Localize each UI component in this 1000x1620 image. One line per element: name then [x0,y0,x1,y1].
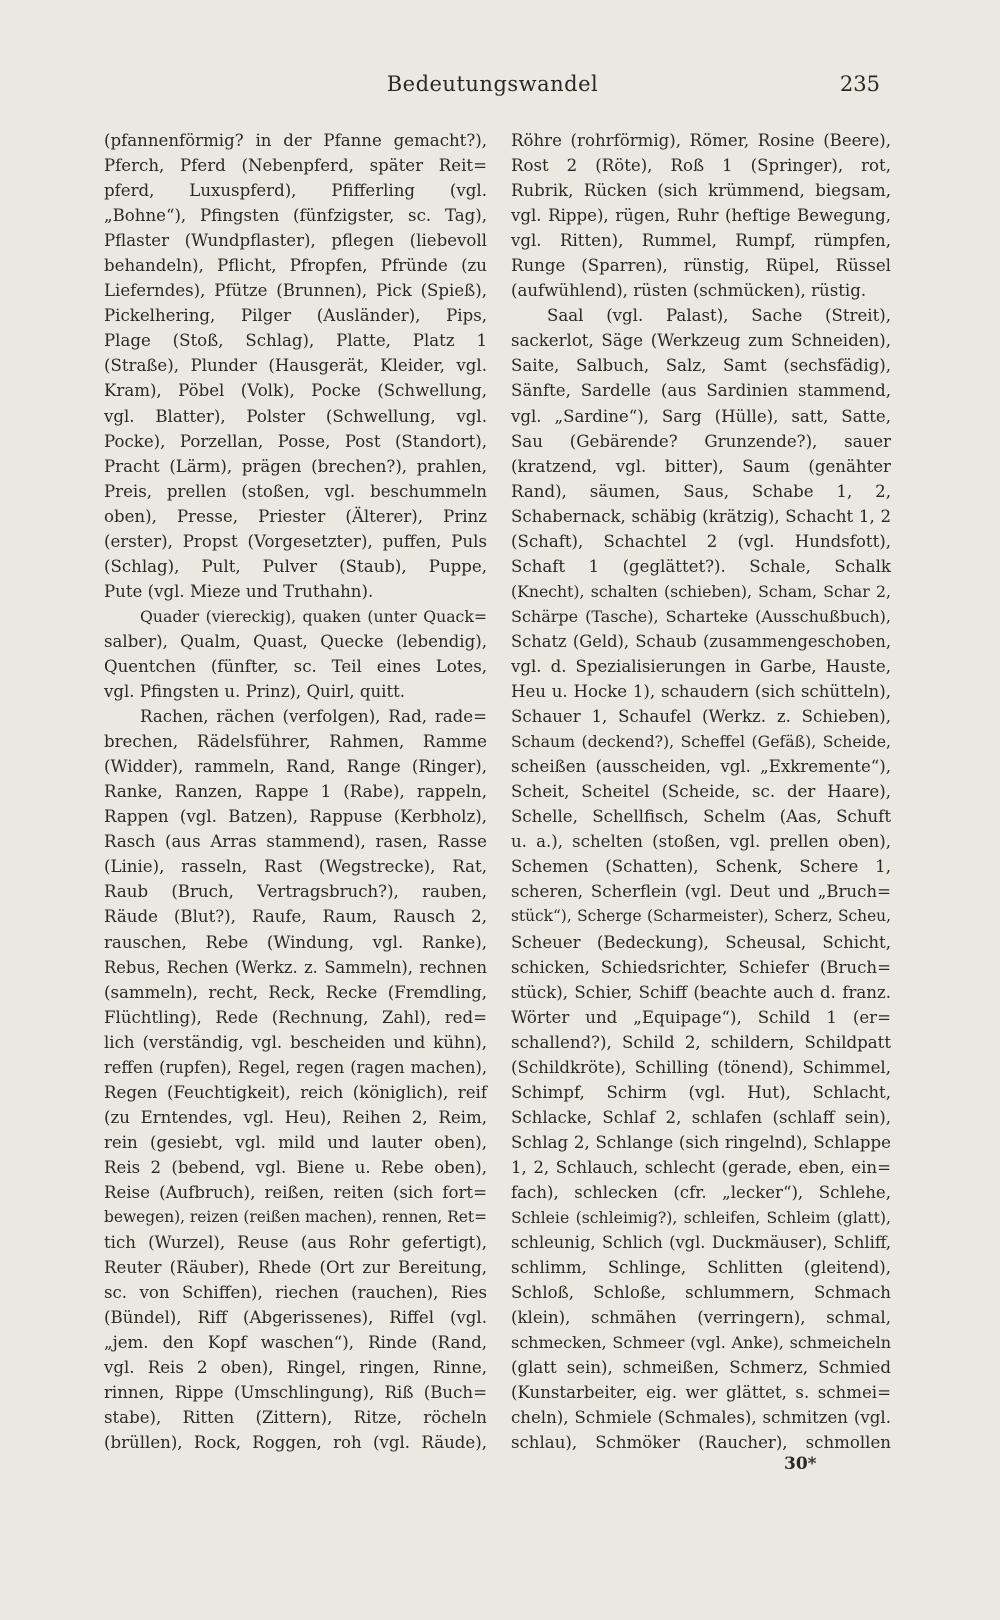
text-line: Reis 2 (bebend, vgl. Biene u. Rebe oben), [104,1157,487,1177]
left-column [104,128,487,1455]
text-line: stück), Schier, Schiff (beachte auch d. franz. [511,982,891,1002]
text-line: Ranke, Ranzen, Rappe 1 (Rabe), rappeln, [104,782,487,802]
text-line: Pracht (Lärm), prägen (brechen?), prahlen, [104,456,487,476]
text-line: Sau (Gebärende? Grunzende?), sauer [511,431,891,451]
text-line: (sammeln), recht, Reck, Recke (Fremdling, [104,982,487,1002]
text-line: Räude (Blut?), Raufe, Raum, Rausch 2, [104,907,487,927]
text-line: vgl. Rippe), rügen, Ruhr (heftige Bewegung, [511,206,891,226]
text-line: (Schlag), Pult, Pulver (Staub), Puppe, [104,556,487,576]
text-line: fach), schlecken (cfr. „lecker“), Schlehe, [511,1182,891,1202]
text-line: rein (gesiebt, vgl. mild und lauter oben), [104,1132,487,1152]
text-line: scheißen (ausscheiden, vgl. „Exkremente“), [511,757,891,777]
text-line: (Bündel), Riff (Abgerissenes), Riffel (vgl. [104,1308,487,1328]
text-line: bewegen), reizen (reißen machen), rennen, Ret= [104,1208,487,1227]
text-line: (glatt sein), schmeißen, Schmerz, Schmied [511,1358,891,1378]
text-line: Reise (Aufbruch), reißen, reiten (sich fort= [104,1182,487,1202]
text-line: Heu u. Hocke 1), schaudern (sich schütteln), [511,682,891,702]
signature-mark: 30* [784,1454,817,1474]
text-line: (kratzend, vgl. bitter), Saum (genähter [511,456,891,476]
text-line: Plage (Stoß, Schlag), Platte, Platz 1 [104,331,487,351]
text-line: schlau), Schmöker (Raucher), schmollen [511,1433,891,1453]
text-line: brechen, Rädelsführer, Rahmen, Ramme [104,732,487,752]
text-line: (Schildkröte), Schilling (tönend), Schimmel, [511,1057,891,1077]
text-line: (aufwühlend), rüsten (schmücken), rüstig. [511,281,867,301]
text-line: (Schaft), Schachtel 2 (vgl. Hundsfott), [511,531,891,551]
text-line: rauschen, Rebe (Windung, vgl. Ranke), [104,932,487,952]
running-head: Bedeutungswandel [386,72,599,96]
text-line: Lieferndes), Pfütze (Brunnen), Pick (Spieß), [104,281,487,301]
text-line: schallend?), Schild 2, schildern, Schildpatt [511,1032,891,1052]
text-line: Schelle, Schellfisch, Schelm (Aas, Schuft [511,807,891,827]
text-line: Pickelhering, Pilger (Ausländer), Pips, [104,306,487,326]
text-line: vgl. „Sardine“), Sarg (Hülle), satt, Satte, [511,406,891,426]
text-line: vgl. Reis 2 oben), Ringel, ringen, Rinne, [104,1358,487,1378]
text-line: Rappen (vgl. Batzen), Rappuse (Kerbholz), [104,807,487,827]
text-line: schleunig, Schlich (vgl. Duckmäuser), Schliff, [511,1233,891,1253]
text-line: „Bohne“), Pfingsten (fünfzigster, sc. Tag), [104,206,487,226]
text-line: Schabernack, schäbig (krätzig), Schacht 1, 2 [511,506,891,526]
text-line: (pfannenförmig? in der Pfanne gemacht?), [104,131,487,150]
text-line: Scheuer (Bedeckung), Scheusal, Schicht, [511,932,891,952]
text-line: (brüllen), Rock, Roggen, roh (vgl. Räude), [104,1433,487,1453]
text-line: Schemen (Schatten), Schenk, Schere 1, [511,857,891,877]
text-line: Rachen, rächen (verfolgen), Rad, rade= [140,707,487,727]
text-line: Schaum (deckend?), Scheffel (Gefäß), Scheide, [511,732,891,752]
text-line: Regen (Feuchtigkeit), reich (königlich), reif [104,1082,487,1102]
text-line: salber), Qualm, Quast, Quecke (lebendig), [104,631,487,651]
page-header [105,72,880,106]
text-line: lich (verständig, vgl. bescheiden und kühn), [104,1032,487,1052]
text-line: vgl. Ritten), Rummel, Rumpf, rümpfen, [511,231,891,251]
page-number: 235 [839,72,880,96]
text-line: Kram), Pöbel (Volk), Pocke (Schwellung, [104,381,487,401]
text-line: schmecken, Schmeer (vgl. Anke), schmeicheln [511,1333,891,1353]
text-line: Saite, Salbuch, Salz, Samt (sechsfädig), [511,356,891,376]
text-line: Raub (Bruch, Vertragsbruch?), rauben, [104,882,487,902]
text-line: Schärpe (Tasche), Scharteke (Ausschußbuch), [511,606,891,626]
text-line: Scheit, Scheitel (Scheide, sc. der Haare), [511,782,891,802]
text-line: Rand), säumen, Saus, Schabe 1, 2, [511,481,891,501]
text-line: tich (Wurzel), Reuse (aus Rohr gefertigt), [104,1233,487,1253]
text-line: vgl. Pfingsten u. Prinz), Quirl, quitt. [104,682,406,702]
text-line: (Straße), Plunder (Hausgerät, Kleider, vgl. [104,356,487,376]
text-line: pferd, Luxuspferd), Pfifferling (vgl. [104,181,487,201]
text-line: stabe), Ritten (Zittern), Ritze, röcheln [104,1408,487,1428]
text-line: Schloß, Schloße, schlummern, Schmach [511,1283,891,1303]
text-line: schicken, Schiedsrichter, Schiefer (Bruch= [511,957,891,977]
text-line: Pocke), Porzellan, Posse, Post (Standort), [104,431,487,451]
text-line: cheln), Schmiele (Schmales), schmitzen (vgl. [511,1408,891,1428]
text-line: Schauer 1, Schaufel (Werkz. z. Schieben), [511,707,891,727]
text-line: reffen (rupfen), Regel, regen (ragen machen), [104,1057,487,1077]
text-line: Flüchtling), Rede (Rechnung, Zahl), red= [104,1007,487,1027]
text-line: 1, 2, Schlauch, schlecht (gerade, eben, ein= [511,1157,891,1177]
text-line: Reuter (Räuber), Rhede (Ort zur Bereitung, [104,1258,487,1278]
text-line: Schleie (schleimig?), schleifen, Schleim (glatt), [511,1208,891,1228]
text-line: Runge (Sparren), rünstig, Rüpel, Rüssel [511,256,891,276]
text-line: (Kunstarbeiter, eig. wer glättet, s. schmei= [511,1383,891,1403]
text-line: (klein), schmähen (verringern), schmal, [511,1308,891,1328]
text-line: Schlacke, Schlaf 2, schlafen (schlaff sein), [511,1107,891,1127]
text-line: rinnen, Rippe (Umschlingung), Riß (Buch= [104,1383,487,1403]
text-line: Pferch, Pferd (Nebenpferd, später Reit= [104,156,487,176]
text-line: sackerlot, Säge (Werkzeug zum Schneiden), [511,331,891,351]
text-line: scheren, Scherflein (vgl. Deut und „Bruch= [511,882,891,902]
text-line: Sänfte, Sardelle (aus Sardinien stammend, [511,381,891,401]
text-line: Pflaster (Wundpflaster), pflegen (liebevoll [104,231,487,251]
text-line: „jem. den Kopf waschen“), Rinde (Rand, [104,1333,487,1353]
text-line: Röhre (rohrförmig), Römer, Rosine (Beere), [511,131,891,150]
text-line: (Knecht), schalten (schieben), Scham, Schar 2, [511,581,891,601]
text-line: (zu Erntendes, vgl. Heu), Reihen 2, Reim, [104,1107,487,1127]
text-line: vgl. Blatter), Polster (Schwellung, vgl. [104,406,487,426]
text-line: Rost 2 (Röte), Roß 1 (Springer), rot, [511,156,891,176]
text-line: schlimm, Schlinge, Schlitten (gleitend), [511,1258,891,1278]
text-line: Preis, prellen (stoßen, vgl. beschummeln [104,481,487,501]
right-column [511,128,891,1455]
text-line: u. a.), schelten (stoßen, vgl. prellen oben), [511,832,891,852]
text-line: Pute (vgl. Mieze und Truthahn). [104,581,374,601]
text-line: stück“), Scherge (Scharmeister), Scherz, Scheu, [511,907,891,926]
text-line: Quader (viereckig), quaken (unter Quack= [140,606,487,626]
text-line: vgl. d. Spezialisierungen in Garbe, Hauste, [511,656,891,676]
text-line: sc. von Schiffen), riechen (rauchen), Ries [104,1283,487,1303]
text-line: Schimpf, Schirm (vgl. Hut), Schlacht, [511,1082,891,1102]
text-line: Quentchen (fünfter, sc. Teil eines Lotes, [104,656,487,676]
text-line: Schlag 2, Schlange (sich ringelnd), Schlappe [511,1132,891,1152]
text-line: Schatz (Geld), Schaub (zusammengeschoben, [511,631,891,651]
text-line: behandeln), Pflicht, Pfropfen, Pfründe (zu [104,256,487,276]
text-line: Wörter und „Equipage“), Schild 1 (er= [511,1007,891,1027]
text-line: (Linie), rasseln, Rast (Wegstrecke), Rat, [104,857,487,877]
text-line: oben), Presse, Priester (Älterer), Prinz [104,506,487,526]
text-line: Rubrik, Rücken (sich krümmend, biegsam, [511,181,891,201]
text-line: Schaft 1 (geglättet?). Schale, Schalk [511,556,891,576]
text-line: Saal (vgl. Palast), Sache (Streit), [547,306,891,326]
text-line: (Widder), rammeln, Rand, Range (Ringer), [104,757,487,777]
text-line: (erster), Propst (Vorgesetzter), puffen, Puls [104,531,487,551]
text-line: Rebus, Rechen (Werkz. z. Sammeln), rechnen [104,957,487,977]
text-line: Rasch (aus Arras stammend), rasen, Rasse [104,832,487,852]
